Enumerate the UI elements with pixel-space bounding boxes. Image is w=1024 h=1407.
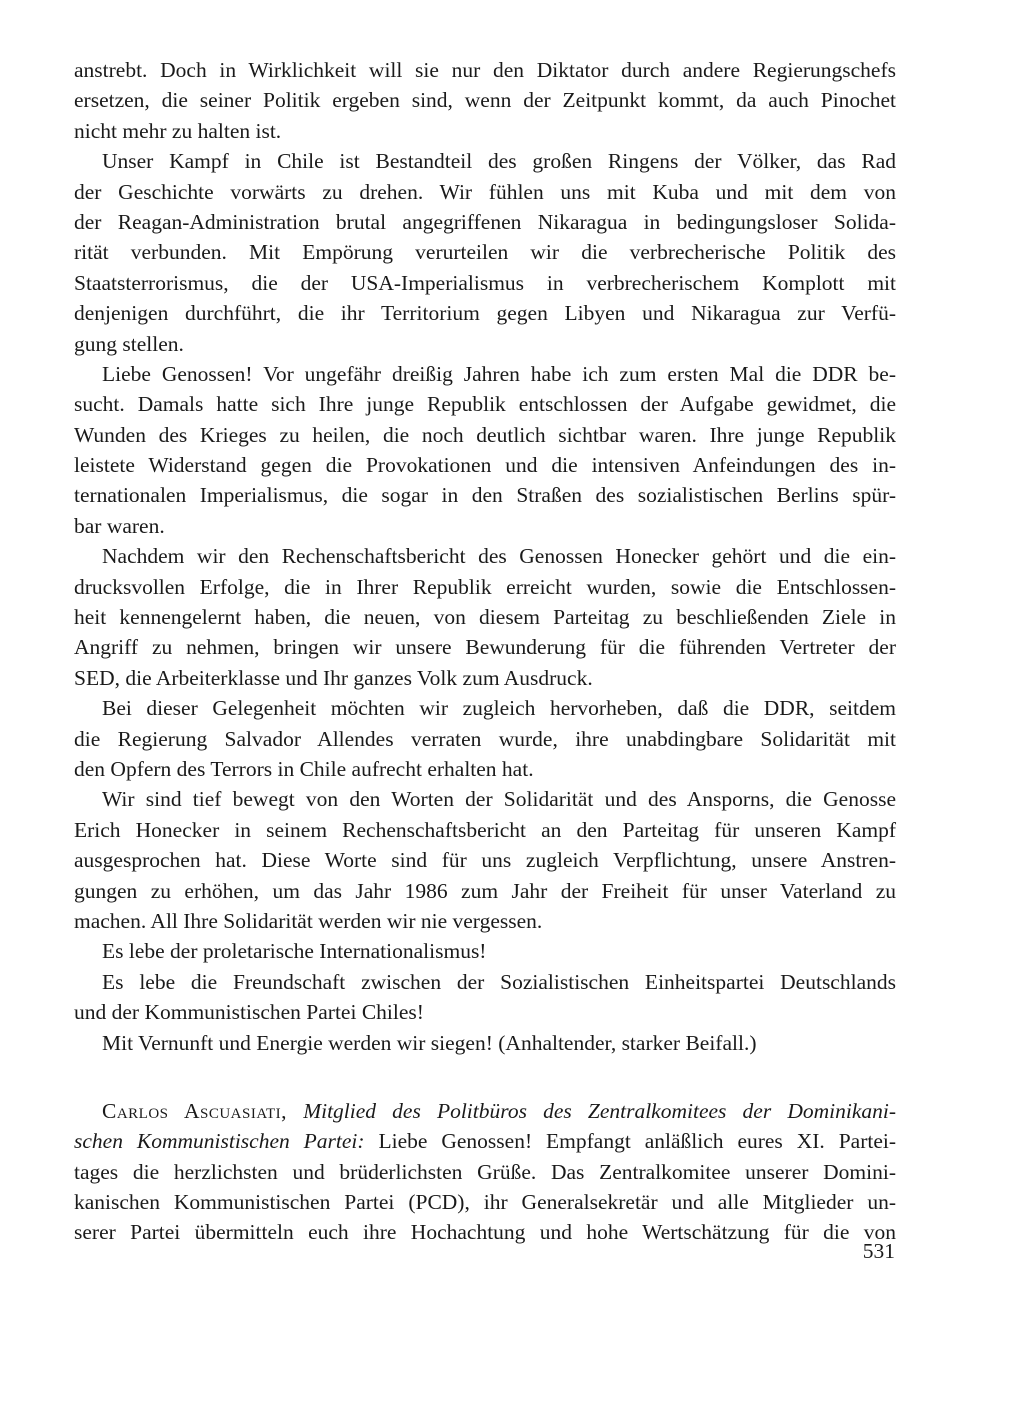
speaker-role: Mitglied des Politbüros des Zentralkomitees der Dominikani- xyxy=(303,1098,896,1123)
paragraph xyxy=(74,55,896,146)
text-line: nicht mehr zu halten ist. xyxy=(74,118,282,143)
paragraph xyxy=(74,693,896,784)
text-line: der Reagan-Administration brutal angegriffenen Nikaragua in bedingungsloser Solida- xyxy=(74,209,896,234)
text-line: gungen zu erhöhen, um das Jahr 1986 zum Jahr der Freiheit für unser Vaterland zu xyxy=(74,878,896,903)
paragraph xyxy=(74,1028,896,1058)
text-line: kanischen Kommunistischen Partei (PCD), ihr Generalsekretär und alle Mitglieder un- xyxy=(74,1190,896,1215)
text-line: drucksvollen Erfolge, die in Ihrer Republik erreicht wurden, sowie die Entschlossen- xyxy=(74,574,896,599)
speech-text: Liebe Genossen! Empfangt anläßlich eures XI. Partei- xyxy=(378,1129,896,1154)
text-line: der Geschichte vorwärts zu drehen. Wir fühlen uns mit Kuba und mit dem von xyxy=(74,179,896,204)
text-line: ersetzen, die seiner Politik ergeben sind, wenn der Zeitpunkt kommt, da auch Pinochet xyxy=(74,88,896,113)
text-line: Bei dieser Gelegenheit möchten wir zugleich hervorheben, daß die DDR, seitdem xyxy=(102,696,896,721)
speaker-line xyxy=(74,1126,896,1156)
text-line: anstrebt. Doch in Wirklichkeit will sie nur den Diktator durch andere Regierungschefs xyxy=(74,58,896,82)
speaker-line xyxy=(74,1096,896,1126)
speaker-paragraph xyxy=(74,1096,896,1248)
text-line: Wunden des Krieges zu heilen, die noch deutlich sichtbar waren. Ihre junge Republik xyxy=(74,422,896,447)
text-line: die Regierung Salvador Allendes verraten wurde, ihre unabdingbare Solidarität mit xyxy=(74,726,896,751)
text-line: ternationalen Imperialismus, die sogar in den Straßen des sozialistischen Berlins spür- xyxy=(74,483,896,508)
paragraph xyxy=(74,146,896,359)
text-line: serer Partei übermitteln euch ihre Hochachtung und hohe Wertschätzung für die von xyxy=(74,1220,896,1245)
text-line: tages die herzlichsten und brüderlichsten Grüße. Das Zentralkomitee unserer Domini- xyxy=(74,1159,896,1184)
page-number: 531 xyxy=(862,1239,895,1263)
section-spacer xyxy=(74,1058,896,1096)
text-line: Staatsterrorismus, die der USA-Imperialismus in verbrecherischem Komplott mit xyxy=(74,270,896,295)
text-line: Wir sind tief bewegt von den Worten der Solidarität und des Ansporns, die Genosse xyxy=(102,787,896,812)
text-line: denjenigen durchführt, die ihr Territorium gegen Libyen und Nikaragua zur Verfü- xyxy=(74,301,896,326)
text-line: Mit Vernunft und Energie werden wir siegen! (Anhaltender, starker Beifall.) xyxy=(102,1030,757,1055)
paragraph xyxy=(74,967,896,1028)
speaker-role: schen Kommunistischen Partei: xyxy=(74,1129,365,1154)
text-line: gung stellen. xyxy=(74,331,184,356)
speaker-name: Carlos Ascuasiati, xyxy=(102,1098,288,1123)
text-line: leistete Widerstand gegen die Provokationen und die intensiven Anfeindungen des in- xyxy=(74,453,896,478)
text-line: den Opfern des Terrors in Chile aufrecht erhalten hat. xyxy=(74,756,534,781)
text-line: und der Kommunistischen Partei Chiles! xyxy=(74,1000,424,1025)
text-line: Es lebe der proletarische Internationalismus! xyxy=(102,939,487,964)
text-line: sucht. Damals hatte sich Ihre junge Republik entschlossen der Aufgabe gewidmet, die xyxy=(74,392,896,417)
text-line: ausgesprochen hat. Diese Worte sind für uns zugleich Verpflichtung, unsere Anstren- xyxy=(74,848,896,873)
text-line: Es lebe die Freundschaft zwischen der Sozialistischen Einheitspartei Deutschlands xyxy=(102,969,896,994)
text-line: Erich Honecker in seinem Rechenschaftsbericht an den Parteitag für unseren Kampf xyxy=(74,817,896,842)
text-line: Nachdem wir den Rechenschaftsbericht des Genossen Honecker gehört und die ein- xyxy=(102,544,896,569)
body-text xyxy=(74,55,896,1248)
text-line: Liebe Genossen! Vor ungefähr dreißig Jahren habe ich zum ersten Mal die DDR be- xyxy=(102,361,896,386)
text-line: bar waren. xyxy=(74,513,165,538)
paragraph xyxy=(74,784,896,936)
paragraph xyxy=(74,359,896,541)
paragraph xyxy=(74,936,896,966)
text-line: machen. All Ihre Solidarität werden wir nie vergessen. xyxy=(74,908,543,933)
paragraph xyxy=(74,541,896,693)
text-line: heit kennengelernt haben, die neuen, von diesem Parteitag zu beschließenden Ziele in xyxy=(74,605,896,630)
text-line: rität verbunden. Mit Empörung verurteilen wir die verbrecherische Politik des xyxy=(74,240,896,265)
text-line: Unser Kampf in Chile ist Bestandteil des großen Ringens der Völker, das Rad xyxy=(102,149,896,174)
text-line: Angriff zu nehmen, bringen wir unsere Bewunderung für die führenden Vertreter der xyxy=(74,635,896,660)
text-line: SED, die Arbeiterklasse und Ihr ganzes Volk zum Ausdruck. xyxy=(74,665,593,690)
